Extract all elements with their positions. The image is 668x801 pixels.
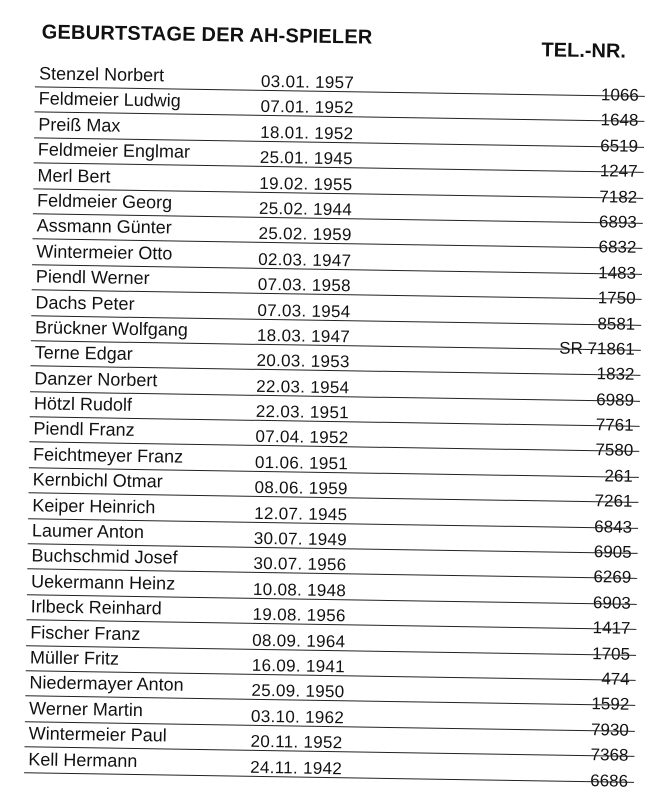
player-birthdate: 07.03. 1954: [257, 300, 351, 321]
player-phone: 1066: [600, 85, 639, 105]
player-phone: 6519: [600, 135, 639, 156]
player-name: Feldmeier Englmar: [37, 139, 191, 162]
player-phone: 6269: [593, 567, 632, 588]
player-name: Brückner Wolfgang: [34, 317, 188, 340]
player-name: Terne Edgar: [34, 342, 133, 365]
player-birthdate: 30.07. 1956: [253, 554, 347, 575]
player-list: [24, 63, 645, 791]
player-birthdate: 24.11. 1942: [250, 757, 343, 778]
player-birthdate: 07.04. 1952: [255, 427, 349, 448]
player-birthdate: 08.09. 1964: [252, 630, 346, 651]
player-name: Dachs Peter: [35, 291, 135, 314]
player-phone: 7368: [590, 745, 629, 765]
player-phone: 6843: [594, 516, 633, 537]
player-name: Merl Bert: [37, 164, 111, 187]
player-birthdate: 25.02. 1944: [258, 198, 353, 220]
player-name: Uekermann Heinz: [30, 571, 176, 594]
player-birthdate: 12.07. 1945: [254, 503, 348, 524]
player-birthdate: 03.01. 1957: [260, 71, 355, 93]
player-phone: 1648: [600, 110, 639, 131]
player-name: Feldmeier Ludwig: [38, 88, 181, 112]
player-birthdate: 16.09. 1941: [251, 655, 346, 677]
player-phone: 6686: [590, 770, 629, 791]
player-name: Irlbeck Reinhard: [30, 596, 162, 619]
player-name: Feldmeier Georg: [36, 190, 173, 213]
player-name: Kell Hermann: [28, 748, 138, 771]
player-name: Preiß Max: [38, 114, 121, 136]
player-phone: 261: [604, 466, 633, 486]
player-phone: 7761: [595, 415, 634, 435]
player-birthdate: 25.01. 1945: [259, 148, 354, 169]
player-name: Feichtmeyer Franz: [32, 444, 184, 467]
player-name: Laumer Anton: [31, 520, 145, 543]
player-name: Wintermeier Paul: [28, 723, 167, 746]
player-name: Piendl Werner: [35, 266, 150, 289]
player-phone: 6905: [593, 542, 632, 562]
player-name: Piendl Franz: [33, 418, 135, 441]
player-birthdate: 02.03. 1947: [258, 249, 352, 271]
player-name: Wintermeier Otto: [36, 241, 173, 264]
player-birthdate: 18.01. 1952: [260, 122, 354, 144]
player-birthdate: 22.03. 1951: [255, 401, 350, 423]
page-title: GEBURTSTAGE DER AH-SPIELER: [41, 21, 373, 49]
player-name: Buchschmid Josef: [31, 545, 178, 569]
tel-column-header: TEL.-NR.: [541, 39, 627, 63]
player-birthdate: 07.03. 1958: [257, 274, 352, 296]
player-name: Danzer Norbert: [34, 368, 158, 390]
player-phone: 1750: [597, 288, 636, 308]
player-phone: 7580: [595, 440, 634, 461]
player-name: Fischer Franz: [30, 621, 141, 644]
player-phone: 474: [601, 669, 630, 689]
player-birthdate: 01.06. 1951: [254, 452, 349, 474]
player-birthdate: 08.06. 1959: [254, 478, 348, 499]
player-phone: 6893: [598, 212, 637, 232]
player-birthdate: 20.11. 1952: [250, 731, 343, 753]
player-name: Müller Fritz: [29, 647, 120, 669]
player-name: Stenzel Norbert: [38, 63, 165, 86]
player-birthdate: 22.03. 1954: [256, 376, 350, 397]
player-birthdate: 25.02. 1959: [258, 224, 352, 245]
player-phone: 1705: [592, 643, 631, 664]
player-phone: 6832: [598, 237, 637, 258]
player-phone: 1483: [598, 262, 637, 283]
player-birthdate: 25.09. 1950: [251, 681, 345, 702]
player-phone: 1592: [591, 694, 630, 715]
player-phone: 7261: [594, 491, 633, 512]
player-name: Hötzl Rudolf: [33, 393, 133, 415]
player-phone: SR 71861: [559, 338, 635, 359]
player-birthdate: 19.08. 1956: [252, 605, 346, 626]
player-phone: 7182: [599, 186, 638, 207]
player-birthdate: 18.03. 1947: [256, 325, 351, 347]
player-phone: 1417: [592, 618, 631, 638]
player-birthdate: 20.03. 1953: [256, 351, 350, 372]
player-phone: 8581: [597, 313, 636, 334]
player-phone: 7930: [590, 719, 630, 740]
player-birthdate: 10.08. 1948: [252, 579, 347, 601]
player-name: Assmann Günter: [36, 215, 172, 238]
player-birthdate: 19.02. 1955: [259, 173, 353, 194]
player-phone: 6989: [596, 389, 635, 410]
player-birthdate: 07.01. 1952: [260, 97, 354, 118]
player-phone: 6903: [592, 592, 631, 613]
player-name: Kernbichl Otmar: [32, 469, 163, 492]
player-name: Werner Martin: [28, 698, 143, 720]
player-birthdate: 30.07. 1949: [253, 528, 348, 550]
player-phone: 1832: [596, 364, 635, 385]
player-name: Keiper Heinrich: [32, 494, 156, 517]
player-name: Niedermayer Anton: [29, 672, 184, 696]
player-phone: 1247: [599, 161, 638, 181]
player-birthdate: 03.10. 1962: [250, 706, 345, 728]
